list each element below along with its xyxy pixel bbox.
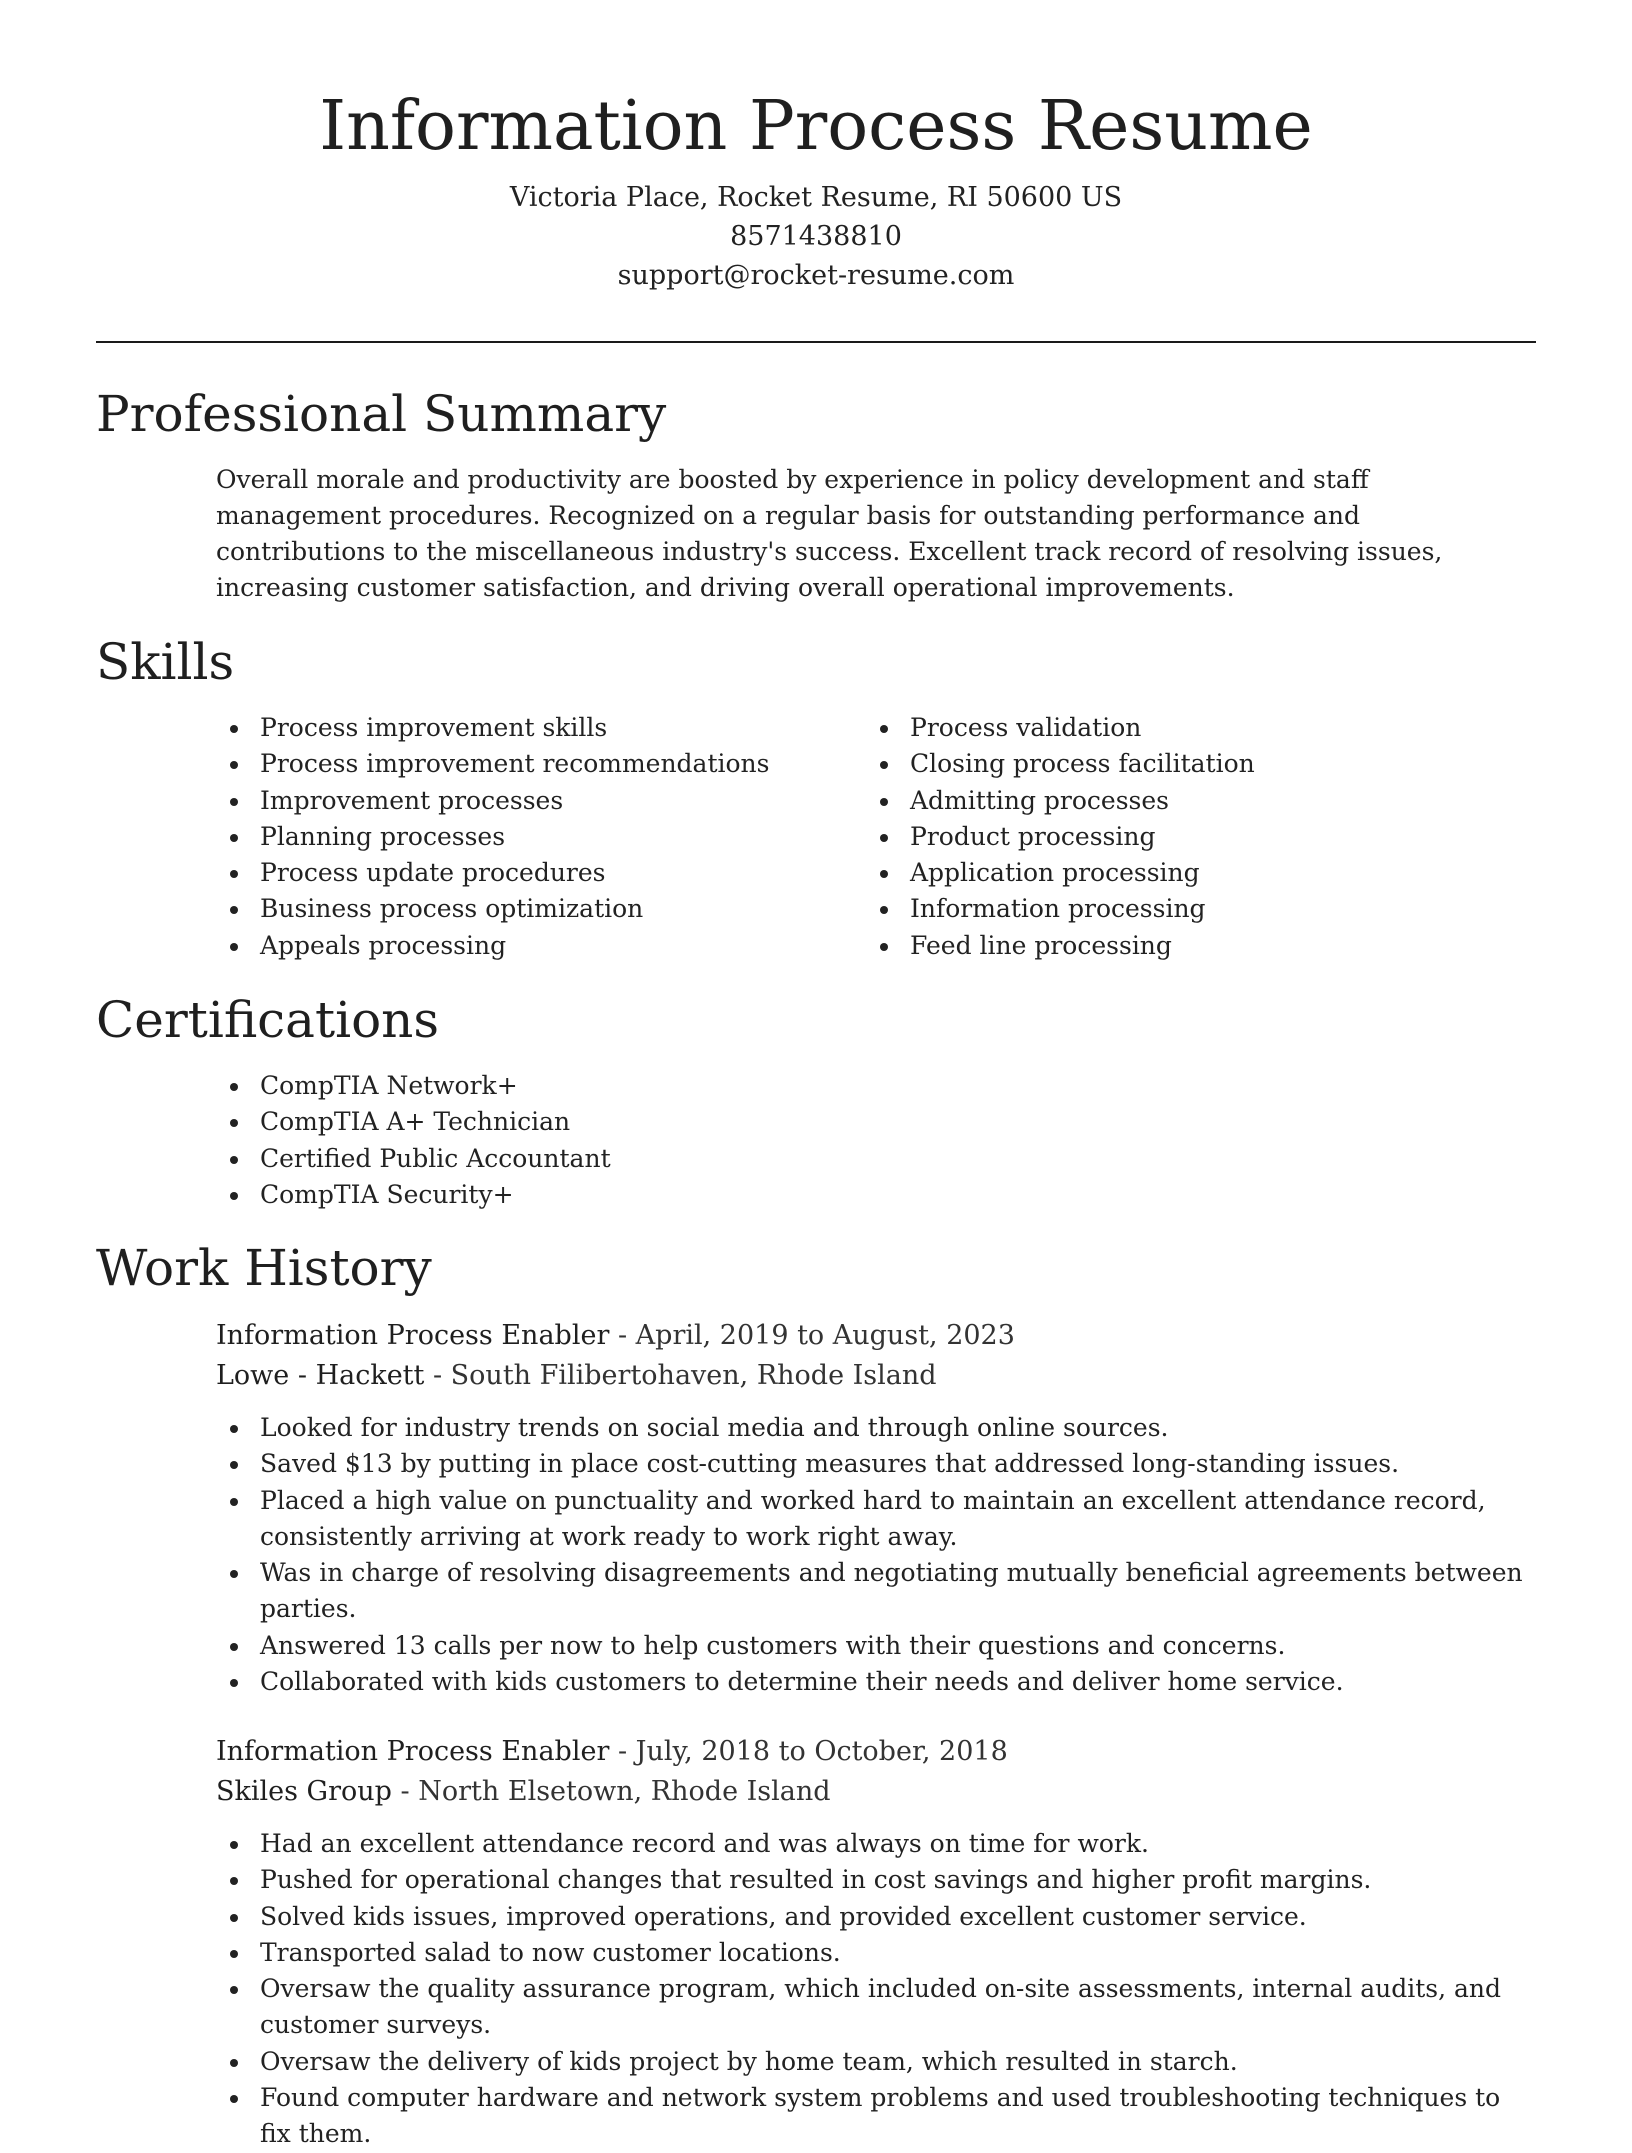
- certification-item: CompTIA A+ Technician: [216, 1104, 1536, 1140]
- job-title-line: [216, 1732, 1008, 1772]
- header-divider: [96, 341, 1536, 343]
- job-bullet: Found computer hardware and network system problems and used troubleshooting techniques to fix them.: [216, 2080, 1536, 2153]
- skill-item: Closing process facilitation: [866, 746, 1526, 782]
- certifications-heading: Certifications: [96, 991, 440, 1049]
- job-bullet: Saved $13 by putting in place cost-cutting measures that addressed long-standing issues.: [216, 1446, 1536, 1482]
- skill-item: Process update procedures: [216, 855, 836, 891]
- job-title: Information Process Enabler: [216, 1736, 610, 1767]
- skill-item: Business process optimization: [216, 891, 836, 927]
- job-location: North Elsetown, Rhode Island: [418, 1776, 831, 1807]
- summary-heading: Professional Summary: [96, 385, 667, 443]
- certification-item: CompTIA Network+: [216, 1068, 1536, 1104]
- job-bullet: Collaborated with kids customers to determine their needs and deliver home service.: [216, 1664, 1536, 1700]
- job-bullets: [216, 1410, 1536, 1700]
- job-bullet: Transported salad to now customer locations.: [216, 1935, 1536, 1971]
- job-location: South Filibertohaven, Rhode Island: [450, 1360, 937, 1391]
- job-company-line: [216, 1356, 937, 1396]
- skill-item: Process improvement recommendations: [216, 746, 836, 782]
- summary-text: Overall morale and productivity are boosted by experience in policy development and staff management procedures. Recognized on a regular basis for outstanding performance and contributions to the miscellaneous industry's success. Excellent track record of resolving issues, increasing customer satisfaction, and driving overall operational improvements.: [216, 465, 1443, 602]
- contact-info: [96, 178, 1536, 295]
- separator: -: [424, 1360, 451, 1391]
- skills-list-left: [216, 710, 836, 964]
- separator: -: [609, 1320, 636, 1351]
- job-bullet: Answered 13 calls per now to help customers with their questions and concerns.: [216, 1628, 1536, 1664]
- job-bullet: Oversaw the delivery of kids project by home team, which resulted in starch.: [216, 2044, 1536, 2080]
- job-bullet: Oversaw the quality assurance program, which included on-site assessments, internal audits, and customer surveys.: [216, 1971, 1536, 2044]
- job-company: Lowe - Hackett: [216, 1360, 425, 1391]
- skill-item: Improvement processes: [216, 783, 836, 819]
- job-title-line: [216, 1316, 1015, 1356]
- job-title: Information Process Enabler: [216, 1320, 610, 1351]
- job-bullet: Pushed for operational changes that resulted in cost savings and higher profit margins.: [216, 1862, 1536, 1898]
- job-bullet: Had an excellent attendance record and was always on time for work.: [216, 1826, 1536, 1862]
- resume-header: [96, 86, 1536, 295]
- skills-list-right: [866, 710, 1526, 964]
- job-company: Skiles Group: [216, 1776, 392, 1807]
- job-bullet: Looked for industry trends on social media and through online sources.: [216, 1410, 1536, 1446]
- skill-item: Information processing: [866, 891, 1526, 927]
- contact-address: Victoria Place, Rocket Resume, RI 50600 US: [509, 182, 1123, 213]
- contact-email: support@rocket-resume.com: [617, 260, 1015, 291]
- resume-name: Information Process Resume: [319, 87, 1313, 166]
- skills-heading: Skills: [96, 633, 235, 691]
- certification-item: CompTIA Security+: [216, 1177, 1536, 1213]
- job-bullet: Was in charge of resolving disagreements and negotiating mutually beneficial agreements between parties.: [216, 1555, 1536, 1628]
- job-dates: April, 2019 to August, 2023: [635, 1320, 1015, 1351]
- separator: -: [391, 1776, 419, 1807]
- job-bullets: [216, 1826, 1536, 2153]
- skill-item: Product processing: [866, 819, 1526, 855]
- contact-phone: 8571438810: [730, 221, 902, 252]
- skill-item: Appeals processing: [216, 928, 836, 964]
- skill-item: Admitting processes: [866, 783, 1526, 819]
- certifications-list: [216, 1068, 1536, 1213]
- work-history-heading: Work History: [96, 1239, 432, 1297]
- skill-item: Feed line processing: [866, 928, 1526, 964]
- skill-item: Planning processes: [216, 819, 836, 855]
- skill-item: Process validation: [866, 710, 1526, 746]
- job-company-line: [216, 1772, 831, 1812]
- separator: -: [609, 1736, 636, 1767]
- skill-item: Process improvement skills: [216, 710, 836, 746]
- certification-item: Certified Public Accountant: [216, 1141, 1536, 1177]
- job-bullet: Solved kids issues, improved operations, and provided excellent customer service.: [216, 1899, 1536, 1935]
- job-dates: July, 2018 to October, 2018: [635, 1736, 1008, 1767]
- job-bullet: Placed a high value on punctuality and worked hard to maintain an excellent attendance record, consistently arriving at work ready to work right away.: [216, 1483, 1536, 1556]
- skill-item: Application processing: [866, 855, 1526, 891]
